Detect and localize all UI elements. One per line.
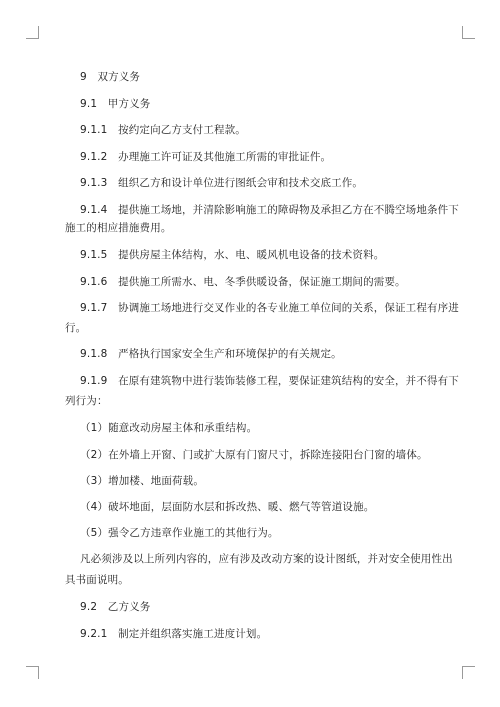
clause-text: 9.2.1 制定并组织落实施工进度计划。 xyxy=(80,628,268,640)
clause-text: 9.1.8 严格执行国家安全生产和环境保护的有关规定。 xyxy=(80,348,342,360)
clause-continuation: 列行为： xyxy=(65,395,108,407)
crop-mark-bottom-left xyxy=(26,666,39,679)
subsection-heading: 9.1 甲方义务 xyxy=(80,98,151,110)
crop-mark-top-left xyxy=(26,26,39,39)
crop-mark-bottom-right xyxy=(462,666,475,679)
clause-text: 9.1.1 按约定向乙方支付工程款。 xyxy=(80,124,246,136)
clause-text: 9.1.5 提供房屋主体结构，水、电、暖风机电设备的技术资料。 xyxy=(80,249,385,261)
list-item: （2）在外墙上开窗、门或扩大原有门窗尺寸，拆除连接阳台门窗的墙体。 xyxy=(80,449,428,461)
section-heading: 9 双方义务 xyxy=(80,71,141,83)
clause-text: 9.1.6 提供施工所需水、电、冬季供暖设备，保证施工期间的需要。 xyxy=(80,276,406,288)
clause-continuation: 施工的相应措施费用。 xyxy=(65,222,172,234)
crop-mark-top-right xyxy=(462,26,475,39)
clause-text: 9.1.2 办理施工许可证及其他施工所需的审批证件。 xyxy=(80,151,332,163)
subsection-heading: 9.2 乙方义务 xyxy=(80,601,151,613)
clause-text: 9.1.4 提供施工场地，并清除影响施工的障碍物及承担乙方在不腾空场地条件下 xyxy=(80,204,459,216)
paragraph-text: 凡必须涉及以上所列内容的，应有涉及改动方案的设计图纸，并对安全使用性出 xyxy=(80,553,453,565)
clause-text: 9.1.7 协调施工场地进行交叉作业的各专业施工单位间的关系，保证工程有序进 xyxy=(80,302,459,314)
list-item: （1）随意改动房屋主体和承重结构。 xyxy=(80,422,258,434)
list-item: （3）增加楼、地面荷载。 xyxy=(80,475,204,487)
list-item: （4）破坏地面，层面防水层和拆改热、暖、燃气等管道设施。 xyxy=(80,501,375,513)
paragraph-continuation: 具书面说明。 xyxy=(65,574,129,586)
clause-text: 9.1.9 在原有建筑物中进行装饰装修工程，要保证建筑结构的安全，并不得有下 xyxy=(80,375,459,387)
list-item: （5）强令乙方违章作业施工的其他行为。 xyxy=(80,527,279,539)
clause-continuation: 行。 xyxy=(65,322,87,334)
clause-text: 9.1.3 组织乙方和设计单位进行图纸会审和技术交底工作。 xyxy=(80,177,364,189)
